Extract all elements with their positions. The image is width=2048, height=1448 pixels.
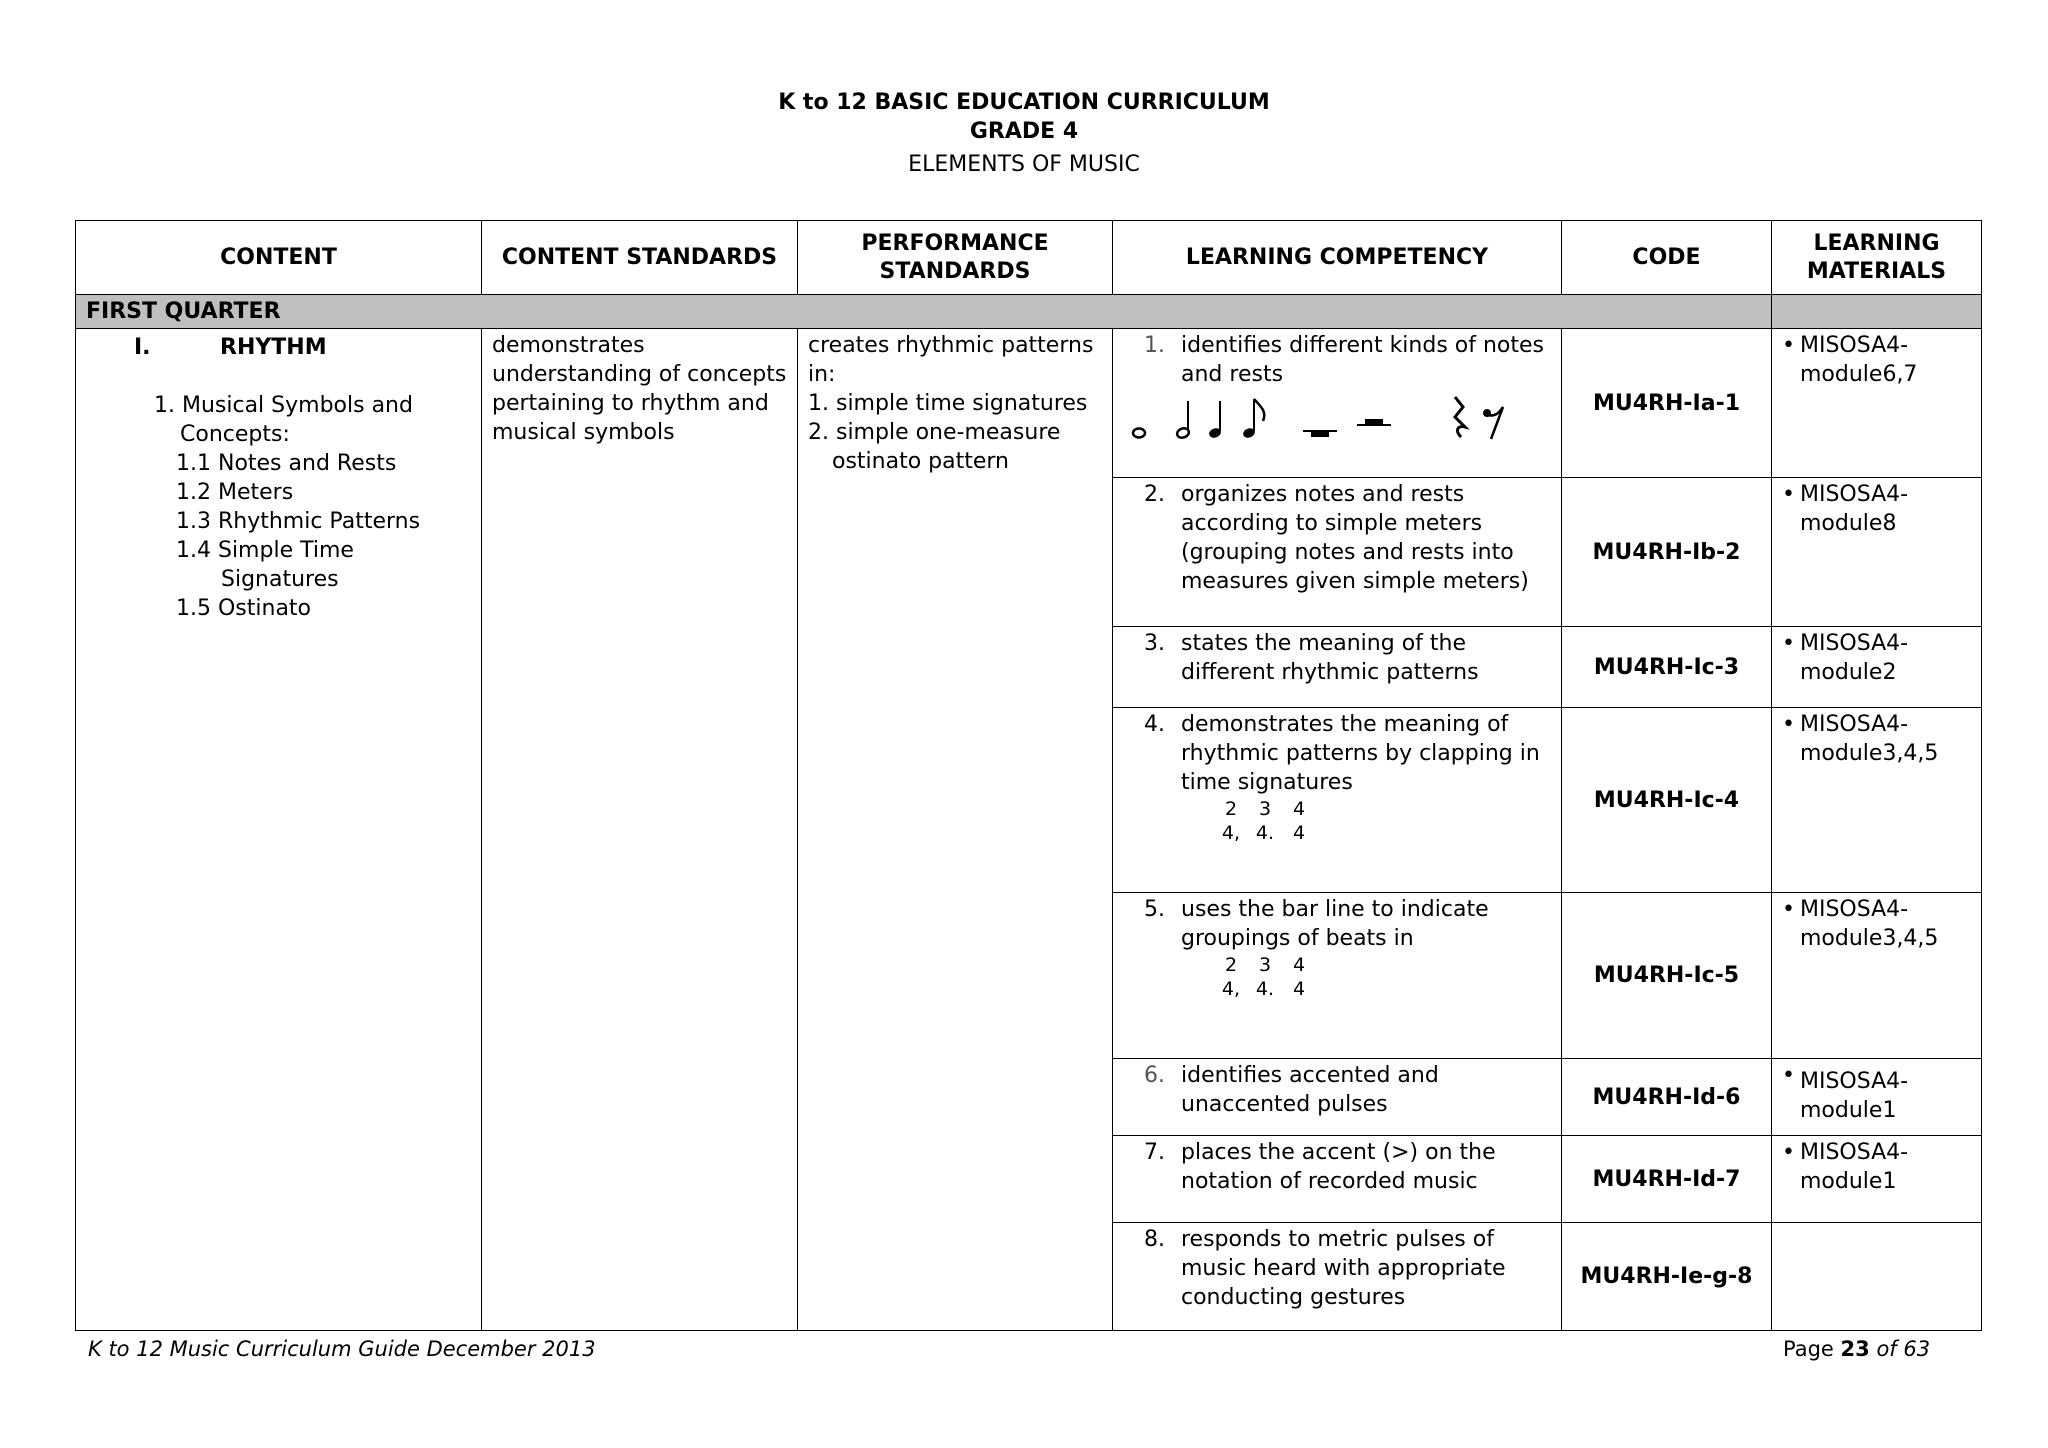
material-text: MISOSA4-module1 [1800,1069,1909,1123]
quarter-label: FIRST QUARTER [76,295,1772,329]
materials-cell [1772,329,1982,478]
col-header-code: CODE [1562,221,1772,295]
competency-text: organizes notes and rests according to simple meters (grouping notes and rests into measures given simple meters) [1181,482,1529,594]
code-cell: MU4RH-Ic-5 [1562,893,1772,1059]
competency-text: demonstrates the meaning of rhythmic patterns by clapping in time signatures [1181,712,1540,795]
col-header-content-standards: CONTENT STANDARDS [482,221,798,295]
materials-cell [1772,893,1982,1059]
content-subitem: Signatures [221,567,339,592]
competency-cell [1113,708,1562,893]
competency-number: 3. [1144,631,1165,656]
col-header-learning-competency: LEARNING COMPETENCY [1113,221,1562,295]
materials-cell [1772,627,1982,708]
materials-cell [1772,708,1982,893]
music-notes-icon [1125,393,1525,443]
material-text: MISOSA4-module8 [1800,482,1909,536]
materials-cell [1772,1059,1982,1136]
performance-standard-cell [798,329,1113,1331]
code-cell: MU4RH-Ie-g-8 [1562,1223,1772,1331]
table-row [76,329,1982,478]
competency-number: 5. [1144,897,1165,922]
bullet: • [1782,1140,1795,1165]
time-signature: 4 4 [1292,798,1306,844]
page-total: of 63 [1876,1337,1931,1361]
bullet: • [1782,631,1795,656]
materials-cell [1772,478,1982,627]
competency-cell [1113,893,1562,1059]
performance-item: 1. simple time signatures [808,391,1088,416]
content-subitem: 1.1 Notes and Rests [176,451,397,476]
content-item-heading [134,333,481,362]
code-cell: MU4RH-Ic-3 [1562,627,1772,708]
competency-number: 4. [1144,712,1165,737]
code-cell: MU4RH-Id-6 [1562,1059,1772,1136]
competency-text: identifies accented and unaccented pulses [1181,1063,1439,1117]
content-subitem: 1.2 Meters [176,480,294,505]
time-signature: 4 4 [1292,954,1306,1000]
competency-cell [1113,627,1562,708]
page-number: 23 [1840,1337,1870,1361]
content-item-title: RHYTHM [220,335,327,360]
code-cell: MU4RH-Ia-1 [1562,329,1772,478]
competency-number: 1. [1144,333,1165,358]
bullet: • [1782,1063,1795,1088]
content-cell [76,329,482,1331]
competency-text: identifies different kinds of notes and rests [1181,333,1545,387]
competency-cell [1113,1059,1562,1136]
time-signature: 2 4, [1221,798,1241,844]
document-title: K to 12 BASIC EDUCATION CURRICULUM [778,90,1270,115]
time-signatures [1219,797,1551,849]
materials-cell [1772,1136,1982,1223]
competency-number: 2. [1144,482,1165,507]
bullet: • [1782,333,1795,358]
competency-text: states the meaning of the different rhythmic patterns [1181,631,1479,685]
quarter-empty-cell [1772,295,1982,329]
col-header-performance-standards: PERFORMANCE STANDARDS [798,221,1113,295]
code-cell: MU4RH-Ib-2 [1562,478,1772,627]
material-text: MISOSA4-module1 [1800,1140,1909,1194]
bullet: • [1782,897,1795,922]
competency-cell [1113,1136,1562,1223]
competency-cell [1113,329,1562,478]
code-cell: MU4RH-Ic-4 [1562,708,1772,893]
materials-cell [1772,1223,1982,1331]
content-standard-cell [482,329,798,1331]
bullet: • [1782,712,1795,737]
header-row [76,221,1982,295]
performance-intro: creates rhythmic patterns in: [808,333,1094,387]
content-subitem: Concepts: [180,422,290,447]
footer-guide-title: K to 12 Music Curriculum Guide December 2013 [88,1337,596,1361]
content-standard-text: demonstrates understanding of concepts pertaining to rhythm and musical symbols [492,333,787,445]
time-signatures [1219,953,1551,1005]
bullet: • [1782,482,1795,507]
grade-heading: GRADE 4 [969,119,1079,144]
material-text: MISOSA4-module2 [1800,631,1909,685]
competency-text: responds to metric pulses of music heard with appropriate conducting gestures [1181,1227,1506,1310]
page-label: Page [1783,1337,1834,1361]
competency-number: 6. [1144,1063,1165,1088]
material-text: MISOSA4-module3,4,5 [1800,897,1939,951]
time-signature: 3 4. [1255,954,1275,1000]
content-item-number: I. [134,335,151,360]
content-subitem: 1.4 Simple Time [176,538,354,563]
competency-text: uses the bar line to indicate groupings of beats in [1181,897,1489,951]
content-subitem: 1.5 Ostinato [176,596,312,621]
competency-number: 7. [1144,1140,1165,1165]
competency-text: places the accent (>) on the notation of recorded music [1181,1140,1496,1194]
time-signature: 2 4, [1221,954,1241,1000]
material-text: MISOSA4-module3,4,5 [1800,712,1939,766]
curriculum-table [75,220,1982,1331]
footer-page-number [1783,1337,1930,1361]
quarter-row [76,295,1982,329]
time-signature: 3 4. [1255,798,1275,844]
content-subitem: 1. Musical Symbols and [154,393,413,418]
col-header-learning-materials: LEARNING MATERIALS [1772,221,1982,295]
competency-cell [1113,478,1562,627]
competency-cell [1113,1223,1562,1331]
content-subitem: 1.3 Rhythmic Patterns [176,509,421,534]
notes-and-rests-graphic [1123,393,1551,443]
competency-number: 8. [1144,1227,1165,1252]
col-header-content: CONTENT [76,221,482,295]
subject-heading: ELEMENTS OF MUSIC [908,152,1140,177]
code-cell: MU4RH-Id-7 [1562,1136,1772,1223]
performance-item: 2. simple one-measure [808,420,1061,445]
performance-item: ostinato pattern [832,449,1009,474]
material-text: MISOSA4-module6,7 [1800,333,1918,387]
